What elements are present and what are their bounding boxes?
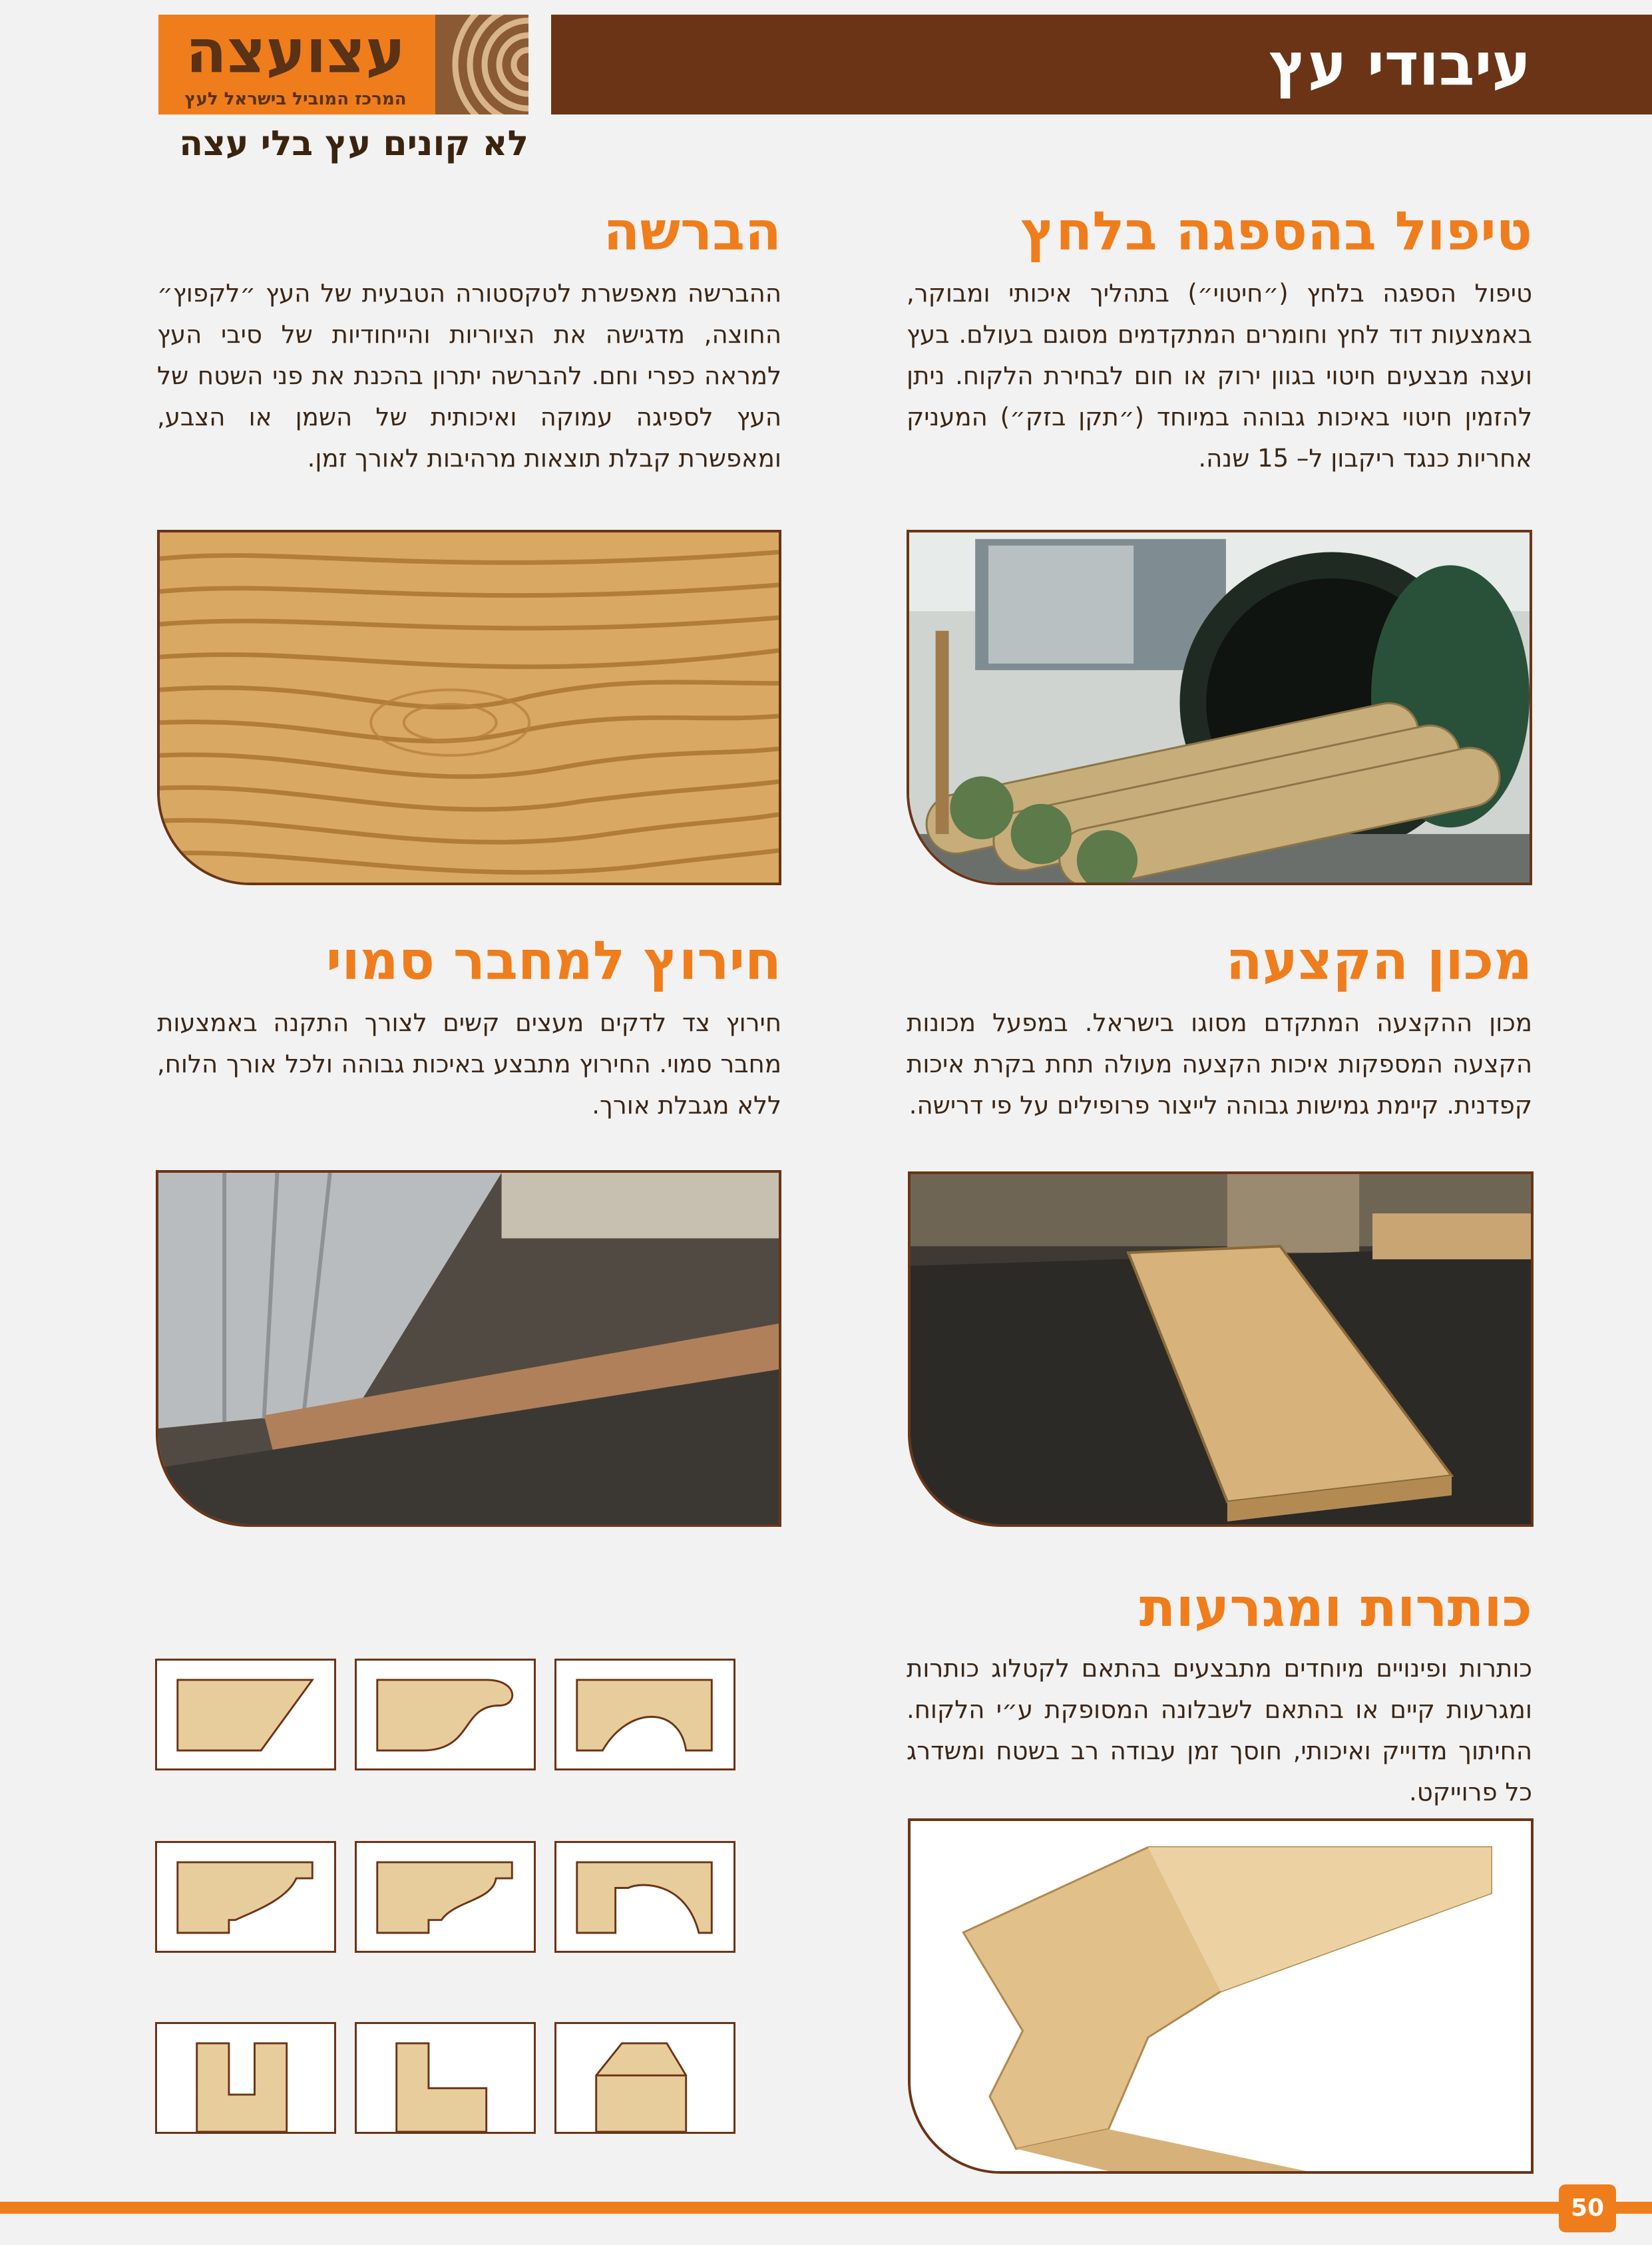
double-step-profile-icon: [554, 1841, 735, 1953]
hidden-fastener-groove-text: חירוץ צד לדקים מעצים קשים לצורך התקנה באמצעות מחבר סמוי. החירוץ מתבצע באיכות גבוהה ולכל אורך הלוח, ללא מגבלת אורך.: [157, 1008, 781, 1120]
bevel-profile-icon: [155, 1659, 336, 1770]
grooving-machine-photo: [156, 1170, 781, 1527]
slogan: לא קונים עץ בלי עצה: [179, 124, 528, 164]
page-number-badge: [1559, 2184, 1616, 2232]
logo-wordmark: עצועצה: [185, 17, 406, 87]
title-bar: [551, 15, 1652, 114]
molding-photo: [908, 1818, 1534, 2174]
notch-profile-icon: [355, 2022, 536, 2134]
planing-text: מכון ההקצעה המתקדם מסוגו בישראל. במפעל מכונות הקצעה המספקות איכות הקצעה מעולה תחת בקרת איכות קפדנית. קיימת גמישות גבוהה לייצור פרופילים על פי דרישה.: [907, 1008, 1532, 1120]
logo-subtitle: המרכז המוביל בישראל לעץ: [184, 89, 407, 109]
moldings-title: כותרות ומגרעות: [1139, 1577, 1532, 1639]
planing-machine-photo: [908, 1171, 1534, 1527]
ogee-profile-icon: [355, 1659, 536, 1770]
brushed-wood-photo: [157, 530, 781, 885]
step-ogee-profile-icon: [355, 1841, 536, 1953]
pressure-treatment-title: טיפול בהספגה בלחץ: [1020, 200, 1532, 262]
moldings-text: כותרות ופינויים מיוחדים מתבצעים בהתאם לקטלוג כותרות ומגרעות קיים או בהתאם לשבלונה המסופקת ע״י הלקוח. החיתוך מדוייק ואיכותי, חוסך זמן עבודה רב בשטח ומשדרג כל פרוייקט.: [907, 1654, 1532, 1806]
hidden-fastener-groove-title: חירוץ למחבר סמוי: [325, 930, 781, 992]
cove-profile-icon: [554, 1659, 735, 1770]
brushing-title: הברשה: [603, 200, 781, 262]
stepped-bevel-profile-icon: [155, 1841, 336, 1953]
rounded-tenon-icon: [554, 2022, 735, 2134]
slot-profile-icon: [155, 2022, 336, 2134]
page-title: עיבודי עץ: [1269, 30, 1531, 99]
pressure-treatment-text: טיפול הספגה בלחץ (״חיטוי״) בתהליך איכותי ומבוקר, באמצעות דוד לחץ וחומרים המתקדמים מסוגם בעולם. בעץ ועצה מבצעים חיטוי בגוון ירוק או חום לבחירת הלקוח. ניתן להזמין חיטוי באיכות גבוהה במיוחד (״תקן בזק״) המעניק אחריות כנגד ריקבון ל– 15 שנה.: [907, 279, 1532, 473]
pressure-treatment-photo: [907, 530, 1532, 885]
brand-logo: [158, 15, 528, 114]
footer-line: [0, 2202, 1652, 2214]
page-number: 50: [1570, 2194, 1605, 2222]
brushing-text: ההברשה מאפשרת לטקסטורה הטבעית של העץ ״לקפוץ״ החוצה, מדגישה את הציוריות והייחודיות של סיבי העץ למראה כפרי וחם. להברשה יתרון בהכנת את פני השטח של העץ לספיגה עמוקה ואיכותית של השמן או הצבע, ומאפשרת קבלת תוצאות מרהיבות לאורך זמן.: [157, 279, 781, 473]
wood-rings-icon: [435, 15, 528, 114]
planing-title: מכון הקצעה: [1225, 930, 1532, 992]
